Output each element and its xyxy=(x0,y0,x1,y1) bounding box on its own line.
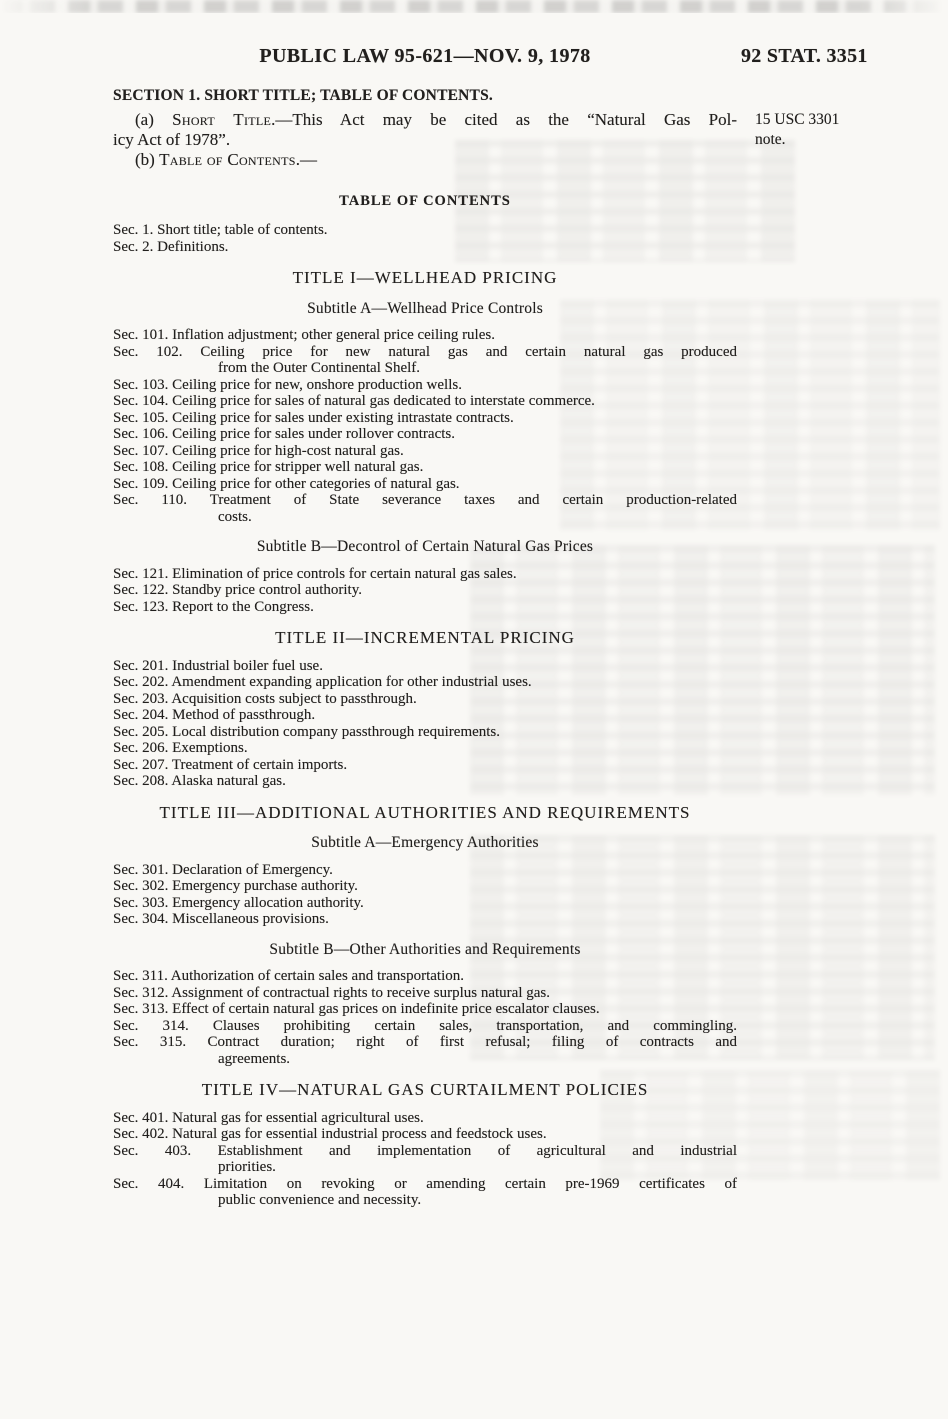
margin-note-word: note. xyxy=(755,131,786,148)
toc-heading: TABLE OF CONTENTS xyxy=(339,193,511,209)
toc-subtitle-heading: Subtitle A—Wellhead Price Controls xyxy=(307,299,543,317)
toc-entry-line: Sec. 208. Alaska natural gas. xyxy=(113,773,286,789)
toc-entry-line: Sec. 202. Amendment expanding application for other industrial uses. xyxy=(113,674,532,690)
toc-entry-line: Sec. 108. Ceiling price for stripper well natural gas. xyxy=(113,459,424,475)
paragraph-b-label: Table of Contents xyxy=(159,150,296,169)
toc-entry-line: from the Outer Continental Shelf. xyxy=(218,360,421,376)
toc-entry-number: Sec. 208. xyxy=(113,773,172,789)
toc-entry-number: Sec. 123. xyxy=(113,598,173,615)
toc-entry-number: Sec. 206. xyxy=(113,740,173,756)
toc-entry-line: Sec. 106. Ceiling price for sales under rollover contracts. xyxy=(113,426,455,442)
toc-entry-line: Sec. 302. Emergency purchase authority. xyxy=(113,878,358,894)
toc-entry xyxy=(113,1143,737,1176)
toc-entry-line: Sec. 1. Short title; table of contents. xyxy=(113,222,328,238)
paragraph-a-line1 xyxy=(113,110,737,130)
toc-entry-number: Sec. 402. xyxy=(113,1126,173,1142)
toc-entry-number: Sec. 203. xyxy=(113,690,172,707)
toc-entry xyxy=(113,1018,737,1035)
toc-entry xyxy=(113,1126,737,1143)
paragraph-a-line2: icy Act of 1978”. xyxy=(113,130,231,149)
toc-entry-line: Sec. 103. Ceiling price for new, onshore production wells. xyxy=(113,376,462,393)
toc-entry-line: Sec. 205. Local distribution company passthrough requirements. xyxy=(113,723,501,740)
toc-title-heading: TITLE I—WELLHEAD PRICING xyxy=(292,268,558,287)
toc-entry-number: Sec. 107. xyxy=(113,442,173,459)
toc-entry-number: Sec. 202. xyxy=(113,674,172,690)
toc-entry-line: Sec. 109. Ceiling price for other categories of natural gas. xyxy=(113,475,460,492)
toc-entry xyxy=(113,239,737,256)
toc-entry-number: Sec. 121. xyxy=(113,565,173,582)
toc-entry xyxy=(113,443,737,460)
paragraph-b xyxy=(113,150,737,170)
toc-subtitle-heading: Subtitle B—Decontrol of Certain Natural Gas Prices xyxy=(256,538,594,555)
toc-entry-line: public convenience and necessity. xyxy=(218,1192,422,1208)
toc-entry-line: Sec. 110. Treatment of State severance taxes and certain production-related xyxy=(113,492,737,508)
paragraph-b-prefix: (b) xyxy=(135,150,160,169)
toc-entry-number: Sec. 401. xyxy=(113,1109,173,1126)
toc-entry-number: Sec. 312. xyxy=(113,984,172,1001)
toc-entry xyxy=(113,410,737,427)
toc-entry-line: Sec. 104. Ceiling price for sales of natural gas dedicated to interstate commerce. xyxy=(113,393,595,409)
toc-entry-line: Sec. 204. Method of passthrough. xyxy=(113,707,316,723)
toc-entry-line: Sec. 304. Miscellaneous provisions. xyxy=(113,911,329,927)
toc-entry-line: Sec. 301. Declaration of Emergency. xyxy=(113,861,333,878)
toc-entry xyxy=(113,895,737,912)
toc-entry xyxy=(113,327,737,344)
toc-entry xyxy=(113,985,737,1002)
toc-entry-line: Sec. 403. Establishment and implementation of agricultural and industrial xyxy=(113,1142,737,1159)
toc-title-heading: TITLE II—INCREMENTAL PRICING xyxy=(275,628,575,647)
toc-entry-number: Sec. 105. xyxy=(113,409,173,426)
paragraph-a-label: Short Title xyxy=(172,110,272,129)
toc-entry-number: Sec. 122. xyxy=(113,582,173,598)
margin-note xyxy=(755,110,925,150)
toc-entry-number: Sec. 109. xyxy=(113,475,173,492)
toc-entry-line: Sec. 315. Contract duration; right of first refusal; filing of contracts and xyxy=(113,1034,737,1050)
toc-entry-number: Sec. 1. xyxy=(113,222,158,238)
toc-entry-number: Sec. 106. xyxy=(113,426,173,442)
toc-entry-number: Sec. 205. xyxy=(113,723,173,740)
paragraph-b-line xyxy=(113,150,737,170)
toc-entry xyxy=(113,222,737,239)
toc-entry-number: Sec. 108. xyxy=(113,459,173,475)
toc-entry-number: Sec. 204. xyxy=(113,707,173,723)
toc-entry-line: Sec. 314. Clauses prohibiting certain sales, transportation, and commingling. xyxy=(113,1017,737,1034)
toc-entry-line: Sec. 313. Effect of certain natural gas prices on indefinite price escalator clauses. xyxy=(113,1001,600,1017)
toc-entry-line: Sec. 311. Authorization of certain sales and transportation. xyxy=(113,968,465,984)
toc-entry xyxy=(113,426,737,443)
toc-entry-line: Sec. 206. Exemptions. xyxy=(113,740,248,756)
running-head-stat-number: 92 STAT. 3351 xyxy=(741,45,868,67)
toc-entry-line: Sec. 101. Inflation adjustment; other general price ceiling rules. xyxy=(113,327,495,343)
toc-entry-line: Sec. 121. Elimination of price controls for certain natural gas sales. xyxy=(113,565,517,582)
margin-note-citation: 15 USC 3301 xyxy=(755,111,840,128)
toc-entry xyxy=(113,599,737,616)
paragraph-b-text: .— xyxy=(295,150,317,169)
toc-subtitle-heading: Subtitle A—Emergency Authorities xyxy=(311,834,539,851)
toc-entry-line: Sec. 201. Industrial boiler fuel use. xyxy=(113,657,323,674)
toc-entry-number: Sec. 102. xyxy=(113,343,201,360)
toc-entry xyxy=(113,773,737,790)
table-of-contents xyxy=(113,222,737,1209)
section-heading: SECTION 1. SHORT TITLE; TABLE OF CONTENTS. xyxy=(113,87,493,104)
toc-entry-number: Sec. 314. xyxy=(113,1017,213,1034)
toc-entry-number: Sec. 207. xyxy=(113,756,172,773)
toc-entry xyxy=(113,968,737,985)
toc-entry-number: Sec. 304. xyxy=(113,911,173,927)
paragraph-a xyxy=(113,110,737,150)
toc-entry xyxy=(113,740,737,757)
toc-entry-line: Sec. 207. Treatment of certain imports. xyxy=(113,756,348,773)
toc-entry-line: Sec. 107. Ceiling price for high-cost natural gas. xyxy=(113,442,404,459)
toc-entry xyxy=(113,862,737,879)
toc-entry xyxy=(113,691,737,708)
toc-entry-number: Sec. 403. xyxy=(113,1142,218,1159)
toc-entry-line: Sec. 123. Report to the Congress. xyxy=(113,598,314,615)
toc-entry xyxy=(113,674,737,691)
toc-entry-number: Sec. 101. xyxy=(113,327,173,343)
toc-entry-number: Sec. 104. xyxy=(113,393,173,409)
toc-entry-number: Sec. 201. xyxy=(113,657,173,674)
toc-title-heading: TITLE IV—NATURAL GAS CURTAILMENT POLICIES xyxy=(201,1080,649,1099)
running-head-law-title: PUBLIC LAW 95-621—NOV. 9, 1978 xyxy=(259,45,591,67)
toc-entry-line: Sec. 203. Acquisition costs subject to passthrough. xyxy=(113,690,417,707)
toc-entry-number: Sec. 404. xyxy=(113,1175,204,1192)
toc-entry-line: priorities. xyxy=(218,1159,276,1175)
body-column xyxy=(113,87,737,1209)
toc-entry-number: Sec. 303. xyxy=(113,894,173,911)
toc-entry xyxy=(113,582,737,599)
toc-entry-line: Sec. 404. Limitation on revoking or amending certain pre-1969 certificates of xyxy=(113,1175,737,1192)
scan-artifact-top-edge xyxy=(0,0,948,13)
toc-entry xyxy=(113,492,737,525)
toc-entry xyxy=(113,1001,737,1018)
toc-entry-number: Sec. 2. xyxy=(113,238,158,255)
toc-entry-line: costs. xyxy=(218,508,252,525)
toc-entry xyxy=(113,1176,737,1209)
toc-entry xyxy=(113,658,737,675)
toc-entry xyxy=(113,476,737,493)
paragraph-a-prefix: (a) xyxy=(135,110,173,129)
toc-entry-number: Sec. 302. xyxy=(113,878,173,894)
toc-subtitle-heading: Subtitle B—Other Authorities and Requirements xyxy=(269,940,581,958)
toc-entry xyxy=(113,724,737,741)
toc-entry-number: Sec. 315. xyxy=(113,1034,208,1050)
toc-entry xyxy=(113,377,737,394)
toc-entry xyxy=(113,911,737,928)
toc-entry xyxy=(113,707,737,724)
toc-entry-line: Sec. 105. Ceiling price for sales under existing intrastate contracts. xyxy=(113,409,514,426)
toc-entry-line: Sec. 312. Assignment of contractual rights to receive surplus natural gas. xyxy=(113,984,550,1001)
toc-entry-number: Sec. 103. xyxy=(113,376,173,393)
toc-entry xyxy=(113,393,737,410)
toc-entry xyxy=(113,566,737,583)
toc-entry xyxy=(113,459,737,476)
paragraph-a-text: .—This Act may be cited as the “Natural Gas Pol- xyxy=(271,110,737,129)
toc-entry-line: agreements. xyxy=(218,1050,291,1067)
toc-entry-number: Sec. 110. xyxy=(113,492,210,508)
toc-entry-line: Sec. 122. Standby price control authority. xyxy=(113,582,362,598)
toc-entry-line: Sec. 402. Natural gas for essential industrial process and feedstock uses. xyxy=(113,1126,547,1142)
toc-entry-line: Sec. 2. Definitions. xyxy=(113,238,229,255)
toc-entry xyxy=(113,1034,737,1067)
toc-entry-number: Sec. 313. xyxy=(113,1001,173,1017)
toc-entry-line: Sec. 102. Ceiling price for new natural gas and certain natural gas produced xyxy=(113,343,737,360)
toc-entry xyxy=(113,1110,737,1127)
toc-entry-number: Sec. 301. xyxy=(113,861,173,878)
toc-title-heading: TITLE III—ADDITIONAL AUTHORITIES AND REQUIREMENTS xyxy=(159,802,691,822)
toc-entry-line: Sec. 303. Emergency allocation authority. xyxy=(113,894,364,911)
toc-entry xyxy=(113,878,737,895)
toc-entry-line: Sec. 401. Natural gas for essential agricultural uses. xyxy=(113,1109,424,1126)
toc-entry xyxy=(113,757,737,774)
toc-entry-number: Sec. 311. xyxy=(113,968,171,984)
toc-entry xyxy=(113,344,737,377)
